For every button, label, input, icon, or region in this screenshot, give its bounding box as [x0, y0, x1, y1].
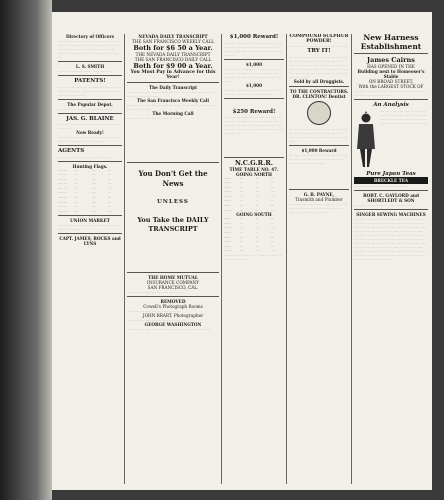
price-offer-2: Both for $9 00 a Year.: [133, 62, 213, 70]
breckle-tea-sign-icon: BRECKLE TEA: [354, 177, 428, 184]
depot-heading: The Popular Depot.: [67, 101, 113, 107]
timetable-heading: TIME TABLE NO. 47.: [229, 166, 279, 172]
reward-heading-4: $1,000: [245, 82, 263, 88]
going-south-label: GOING SOUTH: [236, 212, 272, 218]
column-rule: [124, 34, 125, 484]
column-3: $1,000 Reward! …. …… …. …… …. … …… …. …… … …. …… …. …… … …… …. …… …. …… …. … …… …. …… … …. …… …. …… … $1,000 …. …… …. …… …. … …… …. …… … …. …… …. …… … …… …. …… …. …… …. … …… …. …… … …. …… …. …… $1,000 …. …… …. …… …. … …… …. …… … …. …… …. …… … …… …. …… $250 Reward! …. …… …. …… …. … …… …. …… … …. …… …. …… … …… …. …… …. …… …. … …… …. …… … …. …… …. …… … …… …. …… …. …… …. … …… …. …… … N.C.G.R.R. TIME TABLE NO. 47. GOING NORTH ……. … … … ……. … … … ……. … … … ……. … … … ……. … … … ……. … … … ……. … … … ……. … … … GOING SOUTH ……. … … … ……. … … … ……. … … … ……. … … … ……. … … … ……. … … … ……. … … … ……. … … … …. …… …. …… …. … …… …. …… … …. …… …. ……: [224, 34, 284, 261]
chinese-man-illustration-icon: [354, 111, 378, 169]
photographer-line: JOHN BRART, Photographer: [142, 312, 204, 318]
union-market-heading: UNION MARKET: [70, 218, 110, 224]
now-ready-heading: Now Ready!: [76, 130, 104, 135]
column-rule: [351, 34, 352, 484]
column-5: New Harness Establishment James Cairns HAS OPENED IN THE Building next to Homeoser's Stable ON BROAD STREET, With the LARGEST STOCK OF …. …… …. …… …. … …… …. …… … …. …… …. …… … …… …. …… An Analysis …. …… …. …… …. … …… …. …… … …. …… …. …… … …… …. …… …. …… …. … …… …. …… … …. …… …. …… … …… Pure Japan Teas BRECKLE TEA …. …… …. …… …. … …… …. …… ROBT. C. GAYLORD and SHORTLEDT & SON …. …… …. …… …. … …… …. …… … SINGER SEWING MACHINES …. …… …. …… …. … …… …. …… … …. …… …. …… … …… …. …… …. …… …. … …… …. …… … …. …… …. …… … …… …. …… …. …… …. … …… …. …… … …. …… …. …… … …… …. …… …. …… …. … …… …. …… … …. …… …. …… … …… …. …… …. …… …. … …… …. …… … …. …… …. …… … …… …. …… …. …… …. … …… …. …… … …. …… …. …… … …… …. …… …. …… …. … …… …. …… … …. …… …. …… … …… …. …… …. …… …. … …… …. …… … …. …… …. ……: [354, 34, 428, 261]
morning-call-heading: The Morning Call: [152, 111, 194, 116]
book-spine-shadow: [0, 0, 52, 500]
daily-call-line: THE SAN FRANCISCO DAILY CALL: [134, 57, 212, 62]
daily-transcript-heading: The Daily Transcript: [148, 85, 198, 90]
column-2: NEVADA DAILY TRANSCRIPT THE SAN FRANCISCO WEEKLY CALL Both for $6 50 a Year. THE NEVADA DAILY TRANSCRIPT THE SAN FRANCISCO DAILY CALL Both for $9 00 a Year. You Must Pay in Advance for this Year! The Daily Transcript …. …… …. …… …. … …… …. …… … …. …… …. …… … …… …. …… …. …… The San Francisco Weekly Call …. …… …. …… …. … …… …. …… … …. …… …. …… … …… …. …… …. The Morning Call …. …… …. …… …. … …… …. …… You Don't Get the News UNLESS You Take the DAILY TRANSCRIPT THE HOME MUTUAL INSURANCE COMPANY SAN FRANCISCO, CAL. …. …… …. …… …. … …… …. …… … REMOVED Cowell's Photograph Rooms …. …… …. …… …. … …… …. …… JOHN BRART, Photographer …. …… …. …… …. … …… …. …… … GEORGE WASHINGTON …. …… …. …… …. … …… …. …… … …. …… …. ……: [127, 34, 219, 484]
sf-weekly-heading: The San Francisco Weekly Call: [137, 98, 209, 103]
timetable-south: ……. … … … ……. … … … ……. … … … ……. … … … ……. … … … ……. … … … ……. … … … ……. … … …: [224, 217, 275, 253]
blaine-heading: JAS. G. BLAINE: [66, 115, 114, 122]
going-north-label: GOING NORTH: [236, 171, 272, 177]
dentist-heading: DR. CLINTON! Dentist: [292, 93, 346, 99]
removed-heading: REMOVED: [160, 298, 186, 304]
broad-street-line: ON BROAD STREET,: [368, 79, 414, 84]
advance-notice: You Must Pay in Advance for this Year!: [130, 70, 216, 80]
pure-japan-heading: Pure Japan Teas: [366, 170, 416, 177]
reward-notice: $1,000 Reward: [301, 147, 337, 153]
sulphur-powder-heading: COMPOUND SULPHUR POWDER!: [289, 34, 349, 44]
payne-heading: G. B. PAYNE,: [303, 191, 335, 197]
cowell-rooms: Cowell's Photograph Rooms: [143, 303, 203, 309]
column-4: COMPOUND SULPHUR POWDER! …. …… …. …… …. … …… …. …… … TRY IT! …. …… …. …… …. … …… …. …… … …. …… …. …… … …… …. …… …. …… …. … …… …. …… … …. …… …. …… … …… …. …… …. …… …. … …… …. …… … …. …… …. …… … …… …. …… …. …… Sold by all Druggists. TO THE CONTRACTORS. DR. CLINTON! Dentist …. …… …. …… …. … …… …. …… … …. …… …. …… … …… …. …… …. …… …. … …… …. …… … …. …… …. …… $1,000 Reward …. …… …. …… …. … …… …. …… … …. …… …. …… … …… …. …… …. …… …. … …… …. …… G. B. PAYNE, Tinsmith and Plumber …. …… …. …… …. … …… …. …… … …. …… …. …… … …… …. …… …. …… …. … …… …. …… …: [289, 34, 349, 214]
dont-get-news-heading: You Don't Get the News: [138, 169, 208, 188]
washington-heading: GEORGE WASHINGTON: [144, 321, 202, 327]
column-1-footer: CAPT. JAMES, ROCKS and LYNS: [59, 236, 121, 247]
daily-transcript-line: THE NEVADA DAILY TRANSCRIPT: [135, 52, 211, 57]
cairns-heading: James Cairns: [367, 56, 415, 64]
transcript-title: NEVADA DAILY TRANSCRIPT: [138, 34, 208, 39]
hunting-table: …. …. … …. … …. …. … …. … …. …. … …. … …. …. … …. … …. …. … …. … …. …. … …. … …. …. … …. … …. …. … …. … …. …. … …. … …. …. … …. …: [58, 168, 112, 213]
railroad-heading: N.C.G.R.R.: [234, 159, 274, 167]
dentist-portrait-icon: [307, 101, 331, 125]
druggists-line: Sold by all Druggists.: [293, 78, 345, 84]
sf-co-line: SAN FRANCISCO, CAL.: [147, 284, 199, 290]
agents-heading: AGENTS: [58, 148, 85, 154]
has-opened-line: HAS OPENED IN THE: [367, 64, 415, 69]
hunting-flags-heading: Hunting Flags.: [72, 163, 108, 169]
building-line: Building next to Homeoser's Stable: [357, 69, 425, 79]
payne-subheading: Tinsmith and Plumber: [295, 196, 343, 202]
patents-heading: PATENTS!: [74, 78, 106, 84]
column-rule: [221, 34, 222, 484]
price-offer-1: Both for $6 50 a Year.: [133, 44, 213, 52]
reward-heading-1: $1,000 Reward!: [229, 34, 279, 40]
take-transcript-heading: You Take the DAILY TRANSCRIPT: [137, 215, 209, 233]
home-mutual-heading: THE HOME MUTUAL: [148, 274, 198, 280]
insurance-co-line: INSURANCE COMPANY: [147, 279, 199, 285]
gaylord-heading: ROBT. C. GAYLORD and SHORTLEDT & SON: [363, 193, 419, 203]
reward-heading-3: $250 Reward!: [232, 108, 276, 115]
harness-heading: New Harness Establishment: [360, 34, 422, 51]
newspaper-page: [52, 12, 432, 490]
try-it-heading: TRY IT!: [307, 48, 331, 54]
contractors-heading: TO THE CONTRACTORS.: [289, 88, 349, 94]
analysis-heading: An Analysis: [373, 102, 409, 108]
sewing-machines-heading: SINGER SEWING MACHINES: [356, 212, 426, 217]
timetable-north: ……. … … … ……. … … … ……. … … … ……. … … … ……. … … … ……. … … … ……. … … … ……. … … …: [224, 176, 275, 212]
business-card-title: L. S. SMITH: [75, 64, 105, 69]
directory-text: …. …… …. …… …. … …… …. …… … …. …… …. …… … …… …. …… …. …… …. … …… …. …… … …. …… …. …… … …… …. …… …. …… …. … …… …. …… …: [58, 39, 122, 59]
unless-heading: UNLESS: [157, 199, 189, 205]
column-1: Directory of Officers …. …… …. …… …. … …… …. …… … …. …… …. …… … …… …. …… …. …… …. … …… …. …… … …. …… …. …… … …… …. …… …. …… …. … …… …. …… … L. S. SMITH ……. …. …… …. …… ……. …. …… PATENTS! …. …… …. …… …. … …… …. …… … …. …… …. …… … …… …. …… …. …… …. … …… …. …… … The Popular Depot. …. …… …. …… …. … …… …. …… JAS. G. BLAINE …. …… …. …… …. … …… …. …… … …. …… …. Now Ready! …. …… …. …… …. … …… …. …… … …. …… …. …… … …… …. …… …. AGENTS …. …… …. …… …. … …… …. …… Hunting Flags. …. …. … …. … …. …. … …. … …. …. … …. … …. …. … …. … …. …. … …. … …. …. … …. … …. …. … …. … …. …. … …. … …. …. … …. … …. …. … …. … UNION MARKET …. …… …. …… …. … …… …. …… … …. …… …. …… … CAPT. JAMES, ROCKS and LYNS: [58, 34, 122, 247]
directory-header: Directory of Officers: [66, 34, 114, 39]
column-rule: [286, 34, 287, 484]
stock-line: With the LARGEST STOCK OF: [358, 84, 424, 89]
reward-heading-2: $1,000: [245, 61, 263, 67]
weekly-call-line: THE SAN FRANCISCO WEEKLY CALL: [131, 39, 215, 44]
page-masthead-blank: [52, 16, 432, 30]
